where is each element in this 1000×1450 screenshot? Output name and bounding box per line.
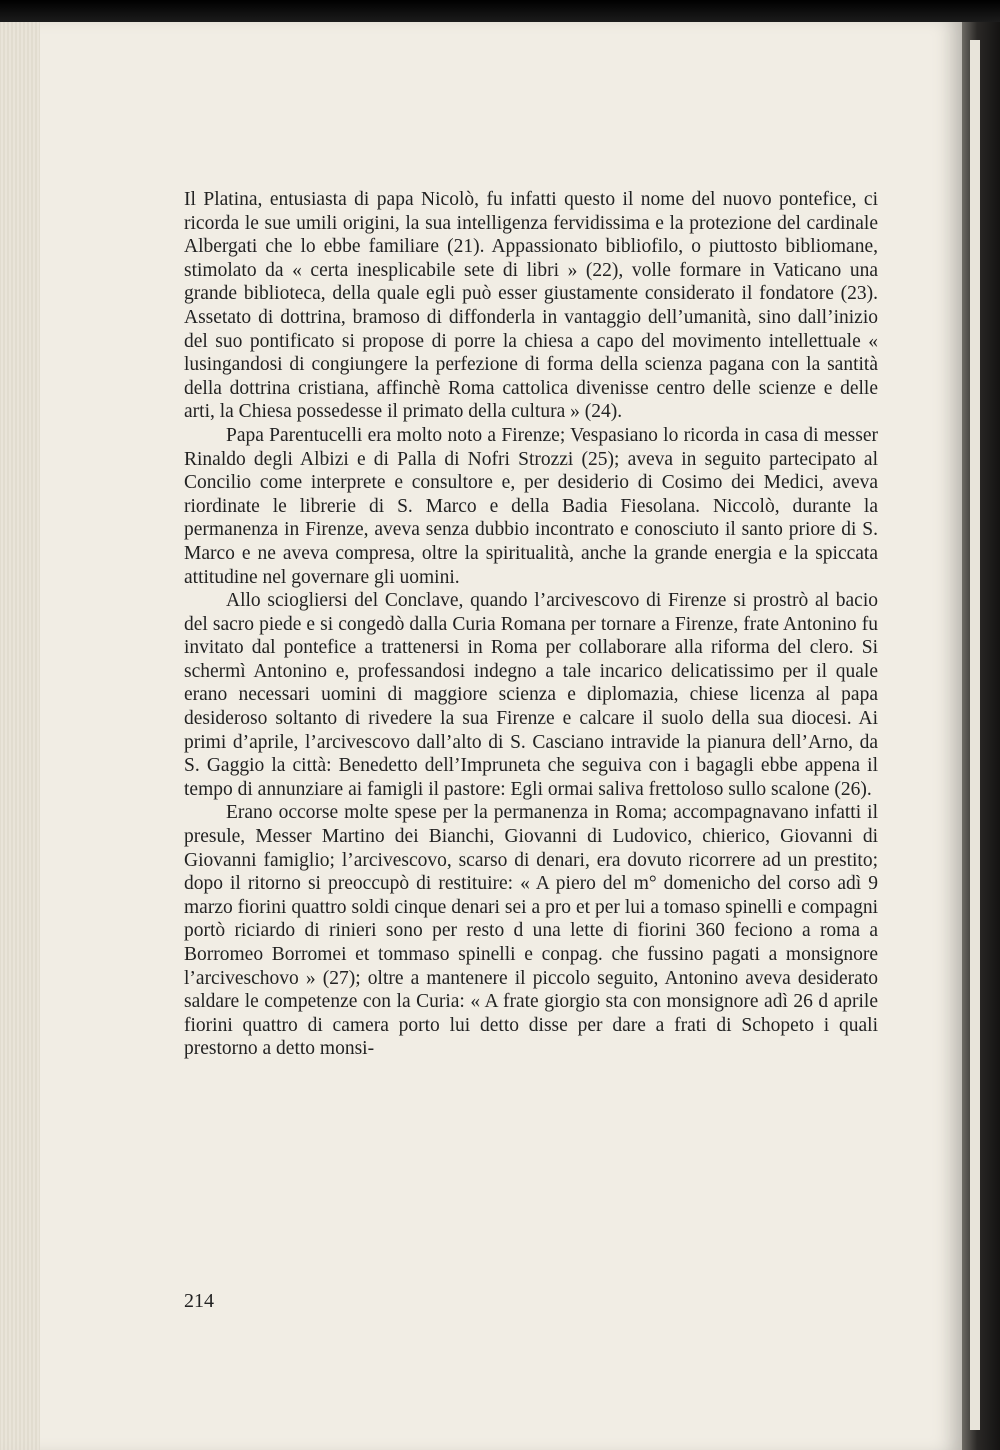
- book-spine-edge: [962, 22, 1000, 1450]
- paragraph-3: Allo sciogliersi del Conclave, quando l’arcivescovo di Firenze si prostrò al bacio del sacro piede e si congedò dalla Curia Romana per tornare a Firenze, frate Antonino fu invitato dal pontefice a trattenersi in Roma per collaborare alla riforma del clero. Si schermì Antonino e, professandosi indegno a tale incarico delicatissimo per il quale erano necessari uomini di maggiore scienza e diplomazia, chiese licenza al papa desideroso soltanto di rivedere la sua Firenze e calcare il suolo della sua diocesi. Ai primi d’aprile, l’arcivescovo dall’alto di S. Casciano intravide la pianura dell’Arno, da S. Gaggio la città: Benedetto dell’Impruneta che seguiva con i bagagli ebbe appena il tempo di annunziare ai famigli il pastore: Egli ormai saliva frettoloso sullo scalone (26).: [184, 590, 878, 800]
- paragraph-2: Papa Parentucelli era molto noto a Firenze; Vespasiano lo ricorda in casa di messer Rinaldo degli Albizi e di Palla di Nofri Strozzi (25); aveva in seguito partecipato al Concilio come interprete e consultore e, per desiderio di Cosimo dei Medici, aveva riordinate le librerie di S. Marco e della Badia Fiesolana. Niccolò, durante la permanenza in Firenze, aveva senza dubbio incontrato e conosciuto il santo priore di S. Marco e ne aveva compresa, oltre la spiritualità, anche la grande energia e la spiccata attitudine nel governare gli uomini.: [184, 424, 878, 588]
- page-edges: [0, 22, 40, 1450]
- body-text: [184, 188, 878, 1061]
- paragraph-4: Erano occorse molte spese per la permanenza in Roma; accompagnavano infatti il presule, Messer Martino dei Bianchi, Giovanni di Ludovico, chierico, Giovanni di Giovanni famiglio; l’arcivescovo, scarso di denari, era dovuto ricorrere ad un prestito; dopo il ritorno si preoccupò di restituire: « A piero del m° domenicho del corso adì 9 marzo fiorini quattro soldi cinque denari sei a pro et per lui a tomaso spinelli e compagni portò riciardo di rinieri sono per resto d una lette di fiorini 360 feciono a roma a Borromeo Borromei et tommaso spinelli e conpag. che fussino pagati a monsignore l’arciveschovo » (27); oltre a mantenere il piccolo seguito, Antonino aveva desiderato saldare le competenze con la Curia: « A frate giorgio sta con monsignore adì 26 d aprile fiorini quattro di camera porto lui detto disse per dare a frati di Schopeto i quali prestorno a detto monsi-: [184, 802, 878, 1060]
- page-number: 214: [184, 1290, 214, 1312]
- next-page-strip: [970, 40, 980, 1430]
- paragraph-1: Il Platina, entusiasta di papa Nicolò, fu infatti questo il nome del nuovo pontefice, ci ricorda le sue umili origini, la sua intelligenza fervidissima e la protezione del cardinale Albergati che lo ebbe familiare (21). Appassionato bibliofilo, o piuttosto bibliomane, stimolato da « certa inesplicabile sete di libri » (22), volle formare in Vaticano una grande biblioteca, della quale egli può esser giustamente considerato il fondatore (23). Assetato di dottrina, bramoso di diffonderla in vantaggio dell’umanità, sino dall’inizio del suo pontificato si propose di porre la chiesa a capo del movimento intellettuale « lusingandosi di congiungere la perfezione di forma della scienza pagana con la santità della dottrina cristiana, affinchè Roma cattolica divenisse centro delle scienze e delle arti, la Chiesa possedesse il primato della cultura » (24).: [184, 189, 878, 423]
